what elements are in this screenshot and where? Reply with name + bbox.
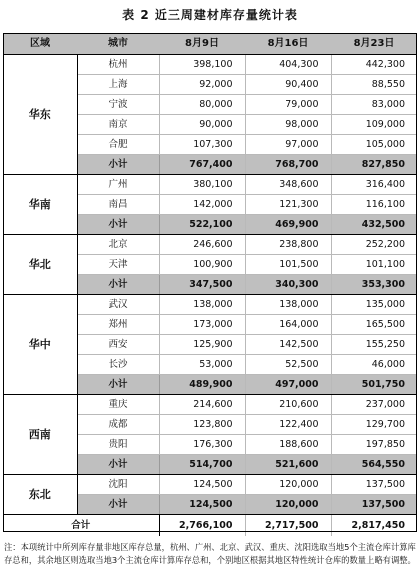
table-row: [3, 55, 417, 75]
value-week-2: 142,500: [245, 335, 331, 355]
city-cell: 南京: [77, 115, 159, 135]
value-week-3: 442,300: [331, 55, 417, 75]
value-week-2: 122,400: [245, 415, 331, 435]
value-week-3: 105,000: [331, 135, 417, 155]
header-week-3: 8月23日: [331, 33, 417, 55]
value-week-3: 116,100: [331, 195, 417, 215]
region-label: 西南: [3, 395, 77, 475]
city-cell: 杭州: [77, 55, 159, 75]
table-body: [3, 55, 417, 537]
city-cell: 上海: [77, 75, 159, 95]
header-week-2: 8月16日: [245, 33, 331, 55]
table-row: [3, 475, 417, 495]
value-week-3: 197,850: [331, 435, 417, 455]
value-week-1: 214,600: [159, 395, 245, 415]
value-week-3: 101,100: [331, 255, 417, 275]
value-week-1: 92,000: [159, 75, 245, 95]
value-week-3: 165,500: [331, 315, 417, 335]
subtotal-week-2: 120,000: [245, 495, 331, 515]
subtotal-week-2: 340,300: [245, 275, 331, 295]
value-week-2: 79,000: [245, 95, 331, 115]
value-week-2: 120,000: [245, 475, 331, 495]
city-cell: 贵阳: [77, 435, 159, 455]
table-title: 表 2 近三周建材库存量统计表: [122, 8, 298, 22]
value-week-1: 142,000: [159, 195, 245, 215]
value-week-2: 98,000: [245, 115, 331, 135]
value-week-2: 164,000: [245, 315, 331, 335]
subtotal-week-3: 827,850: [331, 155, 417, 175]
subtotal-week-3: 137,500: [331, 495, 417, 515]
subtotal-week-1: 347,500: [159, 275, 245, 295]
city-cell: 广州: [77, 175, 159, 195]
value-week-3: 155,250: [331, 335, 417, 355]
region-label: 华中: [3, 295, 77, 395]
value-week-1: 380,100: [159, 175, 245, 195]
total-week-2: 2,717,500: [245, 515, 331, 537]
total-week-3: 2,817,450: [351, 519, 405, 531]
subtotal-week-3: 564,550: [331, 455, 417, 475]
table-row: [3, 235, 417, 255]
value-week-1: 398,100: [159, 55, 245, 75]
table-row: [3, 395, 417, 415]
subtotal-label: 小计: [77, 155, 159, 175]
value-week-2: 348,600: [245, 175, 331, 195]
subtotal-label: 小计: [77, 275, 159, 295]
value-week-1: 138,000: [159, 295, 245, 315]
value-week-3: 252,200: [331, 235, 417, 255]
value-week-3: 129,700: [331, 415, 417, 435]
total-label: 合计: [3, 515, 159, 537]
value-week-1: 100,900: [159, 255, 245, 275]
value-week-1: 125,900: [159, 335, 245, 355]
subtotal-week-2: 521,600: [245, 455, 331, 475]
city-cell: 长沙: [77, 355, 159, 375]
city-cell: 武汉: [77, 295, 159, 315]
subtotal-week-1: 522,100: [159, 215, 245, 235]
header-region: 区域: [3, 33, 77, 55]
value-week-1: 176,300: [159, 435, 245, 455]
subtotal-week-2: 469,900: [245, 215, 331, 235]
city-cell: 西安: [77, 335, 159, 355]
value-week-1: 124,500: [159, 475, 245, 495]
value-week-1: 90,000: [159, 115, 245, 135]
subtotal-label: 小计: [77, 215, 159, 235]
value-week-3: 88,550: [331, 75, 417, 95]
city-cell: 郑州: [77, 315, 159, 335]
subtotal-week-1: 767,400: [159, 155, 245, 175]
city-cell: 宁波: [77, 95, 159, 115]
city-cell: 沈阳: [77, 475, 159, 495]
footnote: 注：本项统计中所列库存量非地区库存总量，杭州、广州、北京、武汉、重庆、沈阳选取当地5个主流仓库计算库存总和，其余地区则选取当地3个主流仓库计算库存总和，个别地区根据其地区特性统计仓库的数量上略有调整。: [4, 542, 416, 565]
city-cell: 北京: [77, 235, 159, 255]
table-header-row: [3, 33, 417, 55]
region-label: 东北: [3, 475, 77, 515]
value-week-2: 101,500: [245, 255, 331, 275]
value-week-1: 246,600: [159, 235, 245, 255]
subtotal-week-1: 514,700: [159, 455, 245, 475]
header-city: 城市: [77, 33, 159, 55]
subtotal-label: 小计: [77, 375, 159, 395]
value-week-2: 238,800: [245, 235, 331, 255]
value-week-1: 53,000: [159, 355, 245, 375]
value-week-2: 52,500: [245, 355, 331, 375]
region-label: 华北: [3, 235, 77, 295]
inventory-table: [3, 33, 417, 536]
region-label: 华南: [3, 175, 77, 235]
subtotal-week-3: 432,500: [331, 215, 417, 235]
subtotal-week-3: 353,300: [331, 275, 417, 295]
city-cell: 成都: [77, 415, 159, 435]
value-week-2: 97,000: [245, 135, 331, 155]
value-week-3: 316,400: [331, 175, 417, 195]
table-row: [3, 295, 417, 315]
value-week-3: 109,000: [331, 115, 417, 135]
region-label: 华东: [3, 55, 77, 175]
value-week-2: 210,600: [245, 395, 331, 415]
total-row: [3, 515, 417, 537]
subtotal-week-1: 489,900: [159, 375, 245, 395]
subtotal-label: 小计: [77, 495, 159, 515]
city-cell: 南昌: [77, 195, 159, 215]
subtotal-week-1: 124,500: [159, 495, 245, 515]
subtotal-week-2: 768,700: [245, 155, 331, 175]
city-cell: 重庆: [77, 395, 159, 415]
value-week-1: 173,000: [159, 315, 245, 335]
value-week-3: 137,500: [331, 475, 417, 495]
city-cell: 天津: [77, 255, 159, 275]
value-week-3: 135,000: [331, 295, 417, 315]
subtotal-week-3: 501,750: [331, 375, 417, 395]
subtotal-week-2: 497,000: [245, 375, 331, 395]
header-week-1: 8月9日: [159, 33, 245, 55]
value-week-3: 83,000: [331, 95, 417, 115]
value-week-1: 123,800: [159, 415, 245, 435]
value-week-3: 237,000: [331, 395, 417, 415]
subtotal-label: 小计: [77, 455, 159, 475]
value-week-2: 404,300: [245, 55, 331, 75]
value-week-2: 90,400: [245, 75, 331, 95]
value-week-2: 188,600: [245, 435, 331, 455]
value-week-2: 121,300: [245, 195, 331, 215]
total-week-1: 2,766,100: [159, 515, 245, 537]
table-row: [3, 175, 417, 195]
value-week-3: 46,000: [331, 355, 417, 375]
value-week-1: 107,300: [159, 135, 245, 155]
value-week-1: 80,000: [159, 95, 245, 115]
city-cell: 合肥: [77, 135, 159, 155]
value-week-2: 138,000: [245, 295, 331, 315]
